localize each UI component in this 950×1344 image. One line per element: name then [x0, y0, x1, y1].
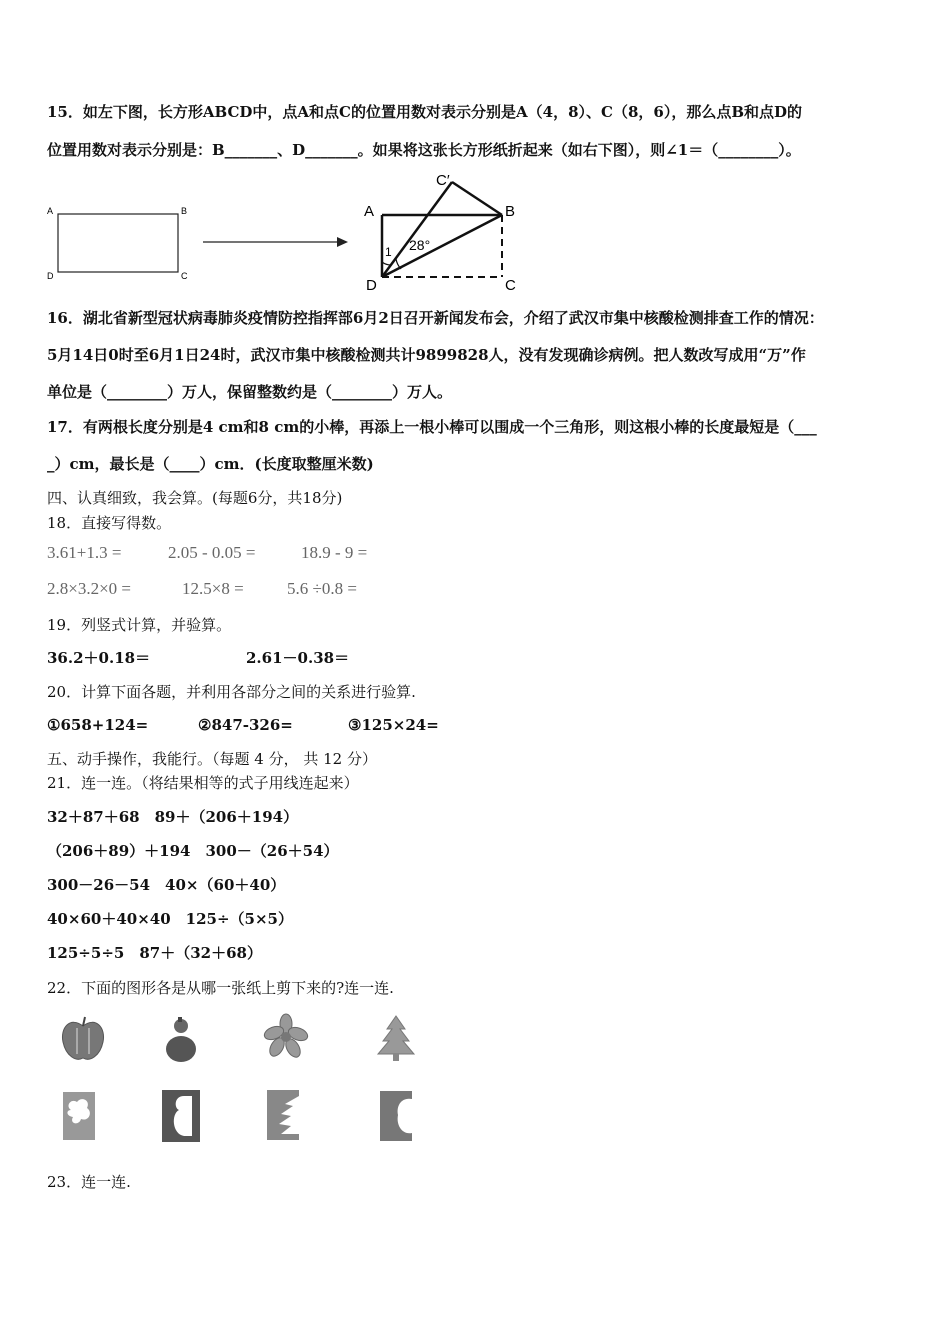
q20-item-3: ③125×24= — [348, 716, 439, 734]
q20-title: 20．计算下面各题，并利用各部分之间的关系进行验算. — [47, 683, 416, 701]
q21-row-3: 300－26－54 40×（60＋40） — [47, 876, 286, 894]
q21-row-2: （206＋89）＋194 300－（26＋54） — [47, 842, 339, 860]
q18-item-1: 3.61+1.3 = — [47, 543, 122, 562]
arrow-icon — [203, 236, 349, 248]
paper-apple-cut — [380, 1091, 414, 1143]
tree-icon — [376, 1016, 416, 1062]
q18-item-3: 18.9 - 9 = — [301, 543, 368, 562]
q21-title: 21．连一连。（将结果相等的式子用线连起来） — [47, 774, 359, 792]
angle-1-label: 1 — [385, 245, 392, 259]
q21-row-5: 125÷5÷5 87＋（32＋68） — [47, 944, 262, 962]
q21-row-1: 32＋87＋68 89＋（206＋194） — [47, 808, 299, 826]
paper-tree-cut — [267, 1090, 301, 1142]
q21-row-4: 40×60＋40×40 125÷（5×5） — [47, 910, 293, 928]
q18-item-2: 2.05 - 0.05 = — [168, 543, 256, 562]
q17-line1: 17．有两根长度分别是4 cm和8 cm的小棒，再添上一根小棒可以围成一个三角形，则这根小棒的长度最短是（___ — [47, 418, 817, 436]
label-a: A — [47, 206, 54, 216]
label-d: D — [47, 271, 54, 281]
fold-label-a: A — [364, 203, 375, 220]
fold-label-b: B — [505, 203, 516, 220]
fold-label-c: C — [505, 277, 516, 294]
q22-title: 22．下面的图形各是从哪一张纸上剪下来的?连一连. — [47, 979, 394, 997]
q15-line1: 15．如左下图，长方形ABCD中，点A和点C的位置用数对表示分别是A（4，8）、C（8，6），那么点B和点D的 — [47, 103, 803, 121]
q20-item-2: ②847-326= — [198, 716, 293, 734]
paper-flower-cut — [63, 1092, 97, 1142]
paper-gourd-cut — [162, 1090, 202, 1144]
q16-line3: 单位是（________）万人，保留整数约是（________）万人。 — [47, 383, 453, 401]
label-c: C — [181, 271, 188, 281]
q20-item-1: ①658+124= — [47, 716, 149, 734]
q16-line2: 5月14日0时至6月1日24时，武汉市集中核酸检测共计9899828人，没有发现确诊病例。把人数改写成用“万”作 — [47, 346, 806, 364]
q18-title: 18．直接写得数。 — [47, 514, 172, 532]
apple-icon — [60, 1014, 106, 1062]
q19-item-1: 36.2＋0.18＝ — [47, 649, 151, 667]
q19-item-2: 2.61－0.38＝ — [246, 649, 350, 667]
q19-title: 19．列竖式计算，并验算。 — [47, 616, 232, 634]
flower-icon — [264, 1014, 308, 1058]
q18-item-6: 5.6 ÷0.8 = — [287, 579, 357, 598]
fold-label-c-prime: C′ — [436, 172, 450, 189]
q16-line1: 16．湖北省新型冠状病毒肺炎疫情防控指挥部6月2日召开新闻发布会，介绍了武汉市集中核酸检测排查工作的情况： — [47, 309, 824, 327]
rectangle-abcd — [58, 214, 178, 272]
section-5-heading: 五、动手操作，我能行。（每题 4 分， 共 12 分） — [47, 750, 377, 768]
label-b: B — [181, 206, 188, 216]
q17-line2: _）cm，最长是（____）cm．(长度取整厘米数) — [47, 455, 374, 473]
section-4-heading: 四、认真细致，我会算。(每题6分，共18分) — [47, 489, 343, 507]
q23-title: 23．连一连. — [47, 1173, 131, 1191]
q15-line2: 位置用数对表示分别是：B_______、D_______。如果将这张长方形纸折起来（如右下图），则∠1＝（________）。 — [47, 141, 801, 159]
edge-dc-prime — [382, 182, 452, 277]
edge-c-prime-b — [452, 182, 502, 215]
gourd-icon — [163, 1016, 199, 1064]
folded-rectangle-figure — [360, 170, 530, 292]
angle-28-label: 28° — [409, 237, 431, 253]
q18-item-4: 2.8×3.2×0 = — [47, 579, 132, 598]
fold-label-d: D — [366, 277, 377, 294]
rectangle-abcd-figure — [45, 203, 195, 279]
q18-item-5: 12.5×8 = — [182, 579, 244, 598]
angle-arc-1 — [382, 262, 391, 265]
